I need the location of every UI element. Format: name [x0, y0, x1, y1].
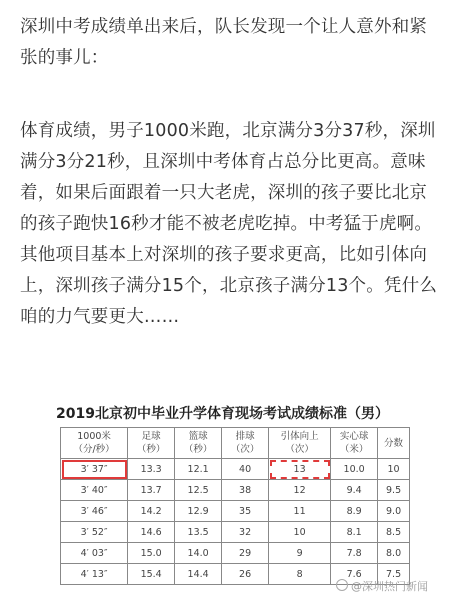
table-cell: 14.4: [175, 564, 222, 585]
table-cell: 4′ 03″: [61, 543, 128, 564]
table-cell: 9: [269, 543, 331, 564]
table-cell: 32: [222, 522, 269, 543]
table-cell: 8.9: [331, 501, 378, 522]
table-cell: 38: [222, 480, 269, 501]
table-cell: 3′ 46″: [61, 501, 128, 522]
table-cell: 14.2: [128, 501, 175, 522]
col-header-label: 1000米: [77, 431, 111, 442]
col-header-label: 分数: [384, 437, 404, 449]
table-cell: 13.3: [128, 459, 175, 480]
table-cell: 3′ 52″: [61, 522, 128, 543]
table-row: [61, 480, 410, 501]
table-cell: 9.0: [378, 501, 410, 522]
table-cell: 8.0: [378, 543, 410, 564]
col-header-pullup: [269, 428, 331, 459]
table-cell: 40: [222, 459, 269, 480]
col-header-shotput: [331, 428, 378, 459]
post-paragraph-body: 体育成绩，男子1000米跑，北京满分3分37秒，深圳满分3分21秒，且深圳中考体育占总分比更高。意味着，如果后面跟着一只大老虎，深圳的孩子要比北京的孩子跑快16秒才能不被老虎吃掉。中考猛于虎啊。其他项目基本上对深圳的孩子要求更高，比如引体向上，深圳孩子满分15个，北京孩子满分13个。凭什么咱的力气要更大……: [20, 121, 438, 327]
figure-title: 2019北京初中毕业升学体育现场考试成绩标准（男）: [56, 406, 389, 422]
table-cell: 10.0: [331, 459, 378, 480]
col-header-label: （次）: [285, 444, 314, 455]
watermark: [336, 578, 428, 594]
table-cell: 35: [222, 501, 269, 522]
table-cell: 7.5: [378, 564, 410, 585]
col-header-label: （秒）: [136, 444, 166, 455]
table-cell: 7.6: [331, 564, 378, 585]
col-header-label: （次）: [230, 444, 260, 455]
col-header-1000m: [61, 428, 128, 459]
table-cell: 13.7: [128, 480, 175, 501]
col-header-volleyball: [222, 428, 269, 459]
table-row: [61, 459, 410, 480]
table-cell: 7.8: [331, 543, 378, 564]
table-cell: 10: [269, 522, 331, 543]
table-cell: 9.5: [378, 480, 410, 501]
table-cell: 12.9: [175, 501, 222, 522]
col-header-basketball: [175, 428, 222, 459]
table-cell: 12.1: [175, 459, 222, 480]
table-cell: 29: [222, 543, 269, 564]
table-cell: 12: [269, 480, 331, 501]
table-row: [61, 522, 410, 543]
weibo-icon: [336, 579, 348, 591]
watermark-text: @深圳热门新闻: [351, 580, 428, 593]
table-cell: 4′ 13″: [61, 564, 128, 585]
table-cell: 15.0: [128, 543, 175, 564]
table-cell: 12.5: [175, 480, 222, 501]
table-cell: 14.0: [175, 543, 222, 564]
col-header-label: 篮球: [188, 431, 208, 442]
table-cell: 8.5: [378, 522, 410, 543]
table-cell: 8.1: [331, 522, 378, 543]
col-header-label: 引体向上: [280, 431, 319, 442]
table-cell: 3′ 37″: [61, 459, 128, 480]
col-header-football: [128, 428, 175, 459]
table-row: [61, 501, 410, 522]
col-header-score: [378, 428, 410, 459]
table-cell: 15.4: [128, 564, 175, 585]
table-cell: 26: [222, 564, 269, 585]
table-cell: 10: [378, 459, 410, 480]
table-cell: 3′ 40″: [61, 480, 128, 501]
table-cell: 8: [269, 564, 331, 585]
table-row: [61, 543, 410, 564]
col-header-label: （秒）: [183, 444, 213, 455]
table-cell: 11: [269, 501, 331, 522]
table-cell: 14.6: [128, 522, 175, 543]
table-cell: 9.4: [331, 480, 378, 501]
col-header-label: 足球: [141, 431, 161, 442]
table-header-row: [61, 428, 410, 459]
table-cell: 13.5: [175, 522, 222, 543]
col-header-label: （米）: [339, 444, 369, 455]
score-standard-table: [60, 427, 410, 585]
col-header-label: 排球: [235, 431, 255, 442]
post-paragraph-intro: 深圳中考成绩单出来后，队长发现一个让人意外和紧张的事儿：: [20, 17, 428, 68]
score-standard-image: [36, 393, 440, 600]
col-header-label: 实心球: [339, 431, 369, 442]
table-cell: 13: [269, 459, 331, 480]
col-header-label: （分/秒）: [73, 444, 115, 455]
